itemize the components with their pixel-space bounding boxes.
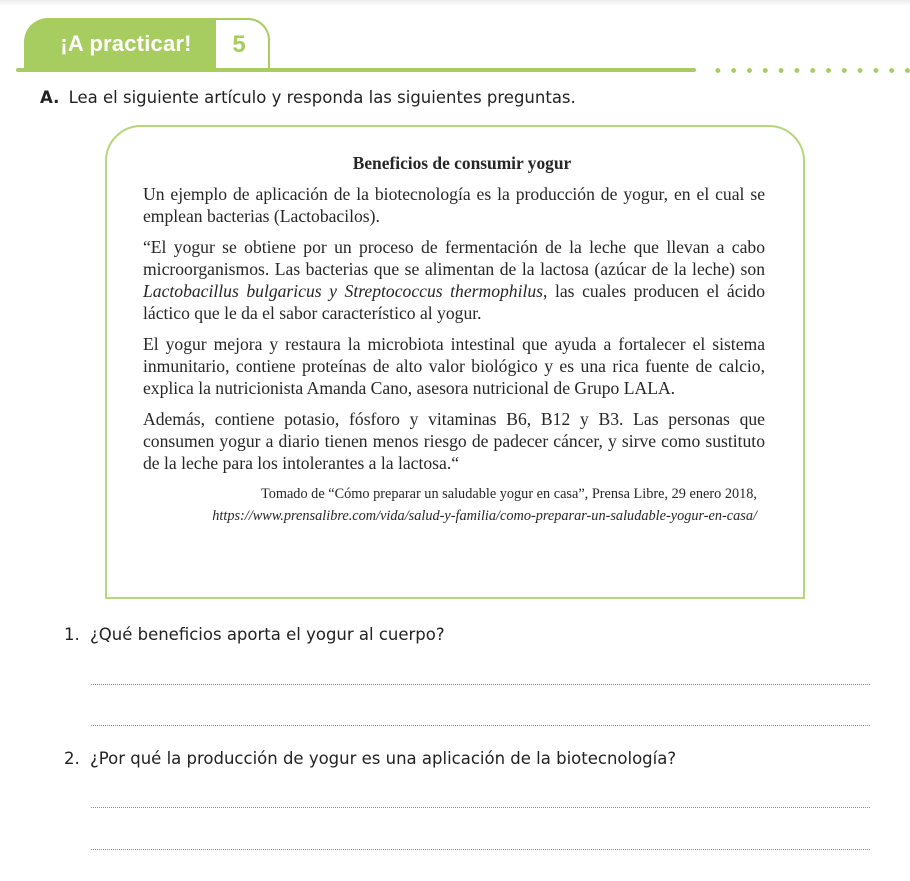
question-2 bbox=[64, 749, 676, 768]
answer-line-1b[interactable] bbox=[91, 725, 870, 726]
section-label: ¡A practicar! bbox=[60, 31, 192, 56]
question-number: 1. bbox=[64, 625, 80, 644]
source-url: https://www.prensalibre.com/vida/salud-y-familia/como-preparar-un-saludable-yogur-en-casa/ bbox=[212, 508, 757, 524]
source-citation: Tomado de “Cómo preparar un saludable yogur en casa”, Prensa Libre, 29 enero 2018, bbox=[260, 486, 757, 502]
answer-line-2b[interactable] bbox=[91, 849, 870, 850]
article-quote-paragraph bbox=[143, 236, 765, 324]
question-text: ¿Por qué la producción de yogur es una aplicación de la biotecnología? bbox=[90, 749, 677, 768]
article-paragraph: Además, contiene potasio, fósforo y vitaminas B6, B12 y B3. Las personas que consumen yogur a diario tienen menos riesgo de padecer cáncer, y sirve como sustituto de la leche para los intolerantes a la lactosa.“ bbox=[143, 409, 765, 473]
top-shadow bbox=[0, 0, 910, 6]
bacteria-names: Lactobacillus bulgaricus y Streptococcus thermophilus bbox=[143, 281, 544, 301]
question-1 bbox=[64, 625, 445, 644]
article-paragraph: El yogur mejora y restaura la microbiota intestinal que ayuda a fortalecer el sistema inmunitario, contiene proteínas de alto valor biológico y es una rica fuente de calcio, explica la nutricionista Amanda Cano, asesora nutricional de Grupo LALA. bbox=[143, 334, 765, 398]
header-dotted-rule bbox=[710, 68, 910, 73]
quote-text-end: , las cuales producen el ácido láctico que le da el sabor característico al yogur. bbox=[143, 281, 765, 323]
section-number: 5 bbox=[232, 31, 246, 58]
article-content bbox=[143, 152, 765, 527]
section-label-tab bbox=[24, 18, 222, 70]
article-box bbox=[105, 125, 805, 599]
article-source bbox=[143, 483, 757, 527]
instruction bbox=[40, 88, 576, 107]
article-paragraph: Un ejemplo de aplicación de la biotecnología es la producción de yogur, en el cual se emplean bacterias (Lactobacilos). bbox=[143, 184, 765, 226]
question-number: 2. bbox=[64, 749, 80, 768]
answer-line-2a[interactable] bbox=[91, 807, 870, 808]
instruction-letter: A. bbox=[40, 88, 60, 107]
section-number-tab bbox=[216, 18, 270, 70]
instruction-text: Lea el siguiente artículo y responda las siguientes preguntas. bbox=[68, 88, 576, 107]
article-title: Beneficios de consumir yogur bbox=[352, 153, 572, 173]
answer-line-1a[interactable] bbox=[91, 684, 870, 685]
header-rule bbox=[16, 68, 696, 72]
question-text: ¿Qué beneficios aporta el yogur al cuerpo? bbox=[90, 625, 445, 644]
quote-text-start: “El yogur se obtiene por un proceso de fermentación de la leche que llevan a cabo microorganismos. Las bacterias que se alimentan de la lactosa (azúcar de la leche) son bbox=[143, 237, 765, 279]
